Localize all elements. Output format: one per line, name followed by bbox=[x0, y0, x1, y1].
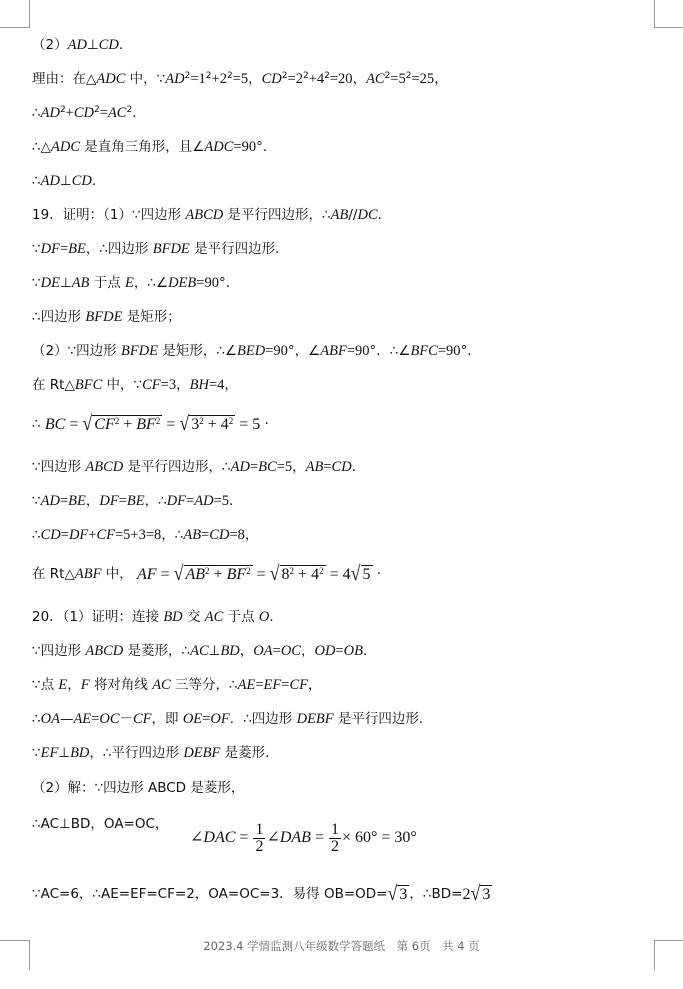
line-2: 理由：在△ADC 中，$\because AD^2=1^2+2^2=5$，$CD^2=2^2+4^2=20$，$AC^2=5^2=25$， bbox=[32, 71, 448, 87]
line-5: ∴AD⊥CD． bbox=[32, 173, 106, 189]
line-7: ∵DF=BE，∴四边形 BFDE 是平行四边形． bbox=[32, 241, 289, 257]
line-14: ∵AD=BE，DF=BE，∴DF=AD=5． bbox=[32, 493, 243, 509]
line-18: ∵四边形 ABCD 是菱形，∴AC⊥BD，OA=OC，OD=OB． bbox=[32, 643, 377, 659]
line-19: ∵点 E，F 将对角线 AC 三等分，∴AE=EF=CF， bbox=[32, 677, 322, 693]
page-footer: 2023.4 学情监测八年级数学答题纸 第 6页 共 4 页 bbox=[203, 939, 480, 953]
line-12: ∴ BC = √ $CF^2 + BF^2$ = √ $3^2 + 4^2 = 5$ · bbox=[32, 411, 269, 435]
line-22: （2）解：∵四边形 ABCD 是菱形， bbox=[32, 780, 245, 796]
line-3: $\therefore AD^2+CD^2=AC^2$． bbox=[32, 105, 146, 121]
line-24: ∵AC=6，∴AE=EF=CF=2，OA=OC=3．易得 OB=OD=√ 3 ，∴BD=2√ 3 bbox=[32, 881, 491, 905]
af-formula: AF = √ $AB^2 + BF^2$ = √ $8^2 + 4^2 = 4√$ 5 bbox=[137, 561, 371, 585]
crop-mark-top-right-h bbox=[654, 27, 683, 28]
line-20: ∴OA—AE=OC－CF，即 OE=OF．∴四边形 DEBF 是平行四边形． bbox=[32, 711, 433, 727]
line-6: 19．证明：（1）∵四边形 ABCD 是平行四边形，∴AB//DC． bbox=[32, 207, 392, 223]
crop-mark-top-left-v bbox=[29, 0, 30, 28]
line-8: ∵DE⊥AB 于点 E，∴∠DEB=90°． bbox=[32, 275, 240, 291]
line-21: ∵EF⊥BD，∴平行四边形 DEBF 是菱形． bbox=[32, 745, 279, 761]
line-23: ∴AC⊥BD，OA=OC， bbox=[32, 816, 169, 832]
line-10: （2）∵四边形 BFDE 是矩形，∴∠BED=90°，∠ABF=90°．∴∠BFC=90°． bbox=[32, 343, 481, 359]
line-4: ∴△ADC 是直角三角形，且∠ADC=90°． bbox=[32, 139, 277, 155]
line-1: （2）AD⊥CD． bbox=[32, 37, 133, 53]
crop-mark-top-left-h bbox=[0, 27, 29, 28]
bc-formula: BC = √ $CF^2 + BF^2$ = √ $3^2 + 4^2 = 5$ bbox=[44, 411, 261, 435]
crop-mark-top-right-v bbox=[654, 0, 655, 28]
line-17: 20．（1）证明：连接 BD 交 AC 于点 O． bbox=[32, 609, 283, 625]
line-16: 在 Rt△ABF 中， AF = √ $AB^2 + BF^2$ = √ $8^2 + 4^2 = 4√$ 5 · bbox=[32, 561, 382, 585]
line-11: 在 Rt△BFC 中，∵CF=3，BH=4， bbox=[32, 377, 238, 393]
angle-dac-formula: ∠DAC = $\frac{1}{2}$ ∠DAB = $\frac{1}{2}$ × 60° = 30° bbox=[190, 821, 417, 855]
line-9: ∴四边形 BFDE 是矩形； bbox=[32, 309, 181, 325]
line-13: ∵四边形 ABCD 是平行四边形，∴AD=BC=5，AB=CD． bbox=[32, 459, 366, 475]
line-15: ∴CD=DF+CF=5+3=8，∴AB=CD=8， bbox=[32, 527, 259, 543]
